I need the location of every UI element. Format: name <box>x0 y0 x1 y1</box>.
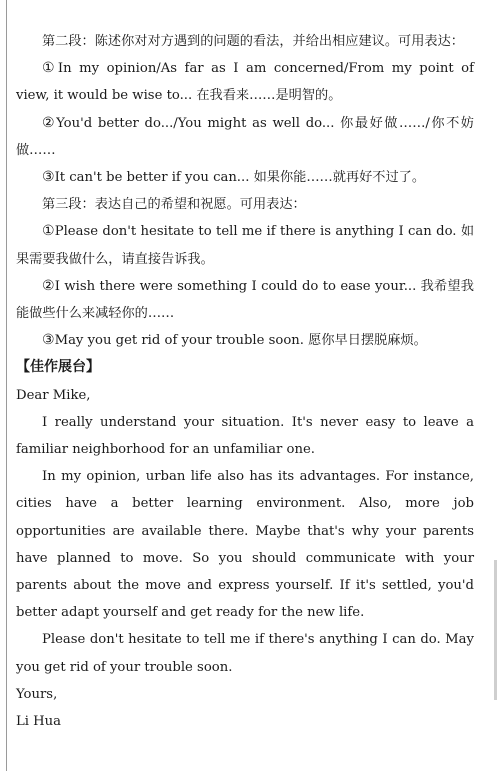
page-margin-rule <box>6 0 7 771</box>
para3-intro: 第三段：表达自己的希望和祝愿。可用表达： <box>42 197 306 213</box>
para3-item-3: ③May you get rid of your trouble soon. 愿你早日摆脱麻烦。 <box>42 332 427 349</box>
letter-signature: Li Hua <box>16 714 62 730</box>
letter-paragraph-1: I really understand your situation. It's never easy to leave a familiar neighborhood for an unfamiliar one. <box>16 414 474 458</box>
scrollbar-track[interactable] <box>494 560 497 700</box>
para3-item-1: ①Please don't hesitate to tell me if there is anything I can do. 如果需要我做什么，请直接告诉我。 <box>16 223 475 267</box>
document-page <box>16 28 474 735</box>
para2-item-1: ①In my opinion/As far as I am concerned/From my point of view, it would be wise to... 在我看来……是明智的。 <box>16 60 474 104</box>
letter-paragraph-2: In my opinion, urban life also has its advantages. For instance, cities have a better learning environment. Also, more job opportunities are available there. Maybe that's why your parents have planned to move. So you should communicate with your parents about the move and express yourself. If it's settled, you'd better adapt yourself and get ready for the new life. <box>16 469 474 621</box>
sample-heading: 【佳作展台】 <box>16 359 100 376</box>
letter-paragraph-3: Please don't hesitate to tell me if there's anything I can do. May you get rid of your trouble soon. <box>16 632 474 675</box>
letter-greeting: Dear Mike, <box>16 387 91 403</box>
para2-item-2: ②You'd better do.../You might as well do... 你最好做……/你不妨做…… <box>16 114 474 158</box>
letter-closing: Yours, <box>16 686 58 702</box>
para3-item-2: ②I wish there were something I could do to ease your... 我希望我能做些什么来减轻你的…… <box>16 277 474 322</box>
para2-item-3: ③It can't be better if you can... 如果你能……就再好不过了。 <box>42 169 426 186</box>
para2-intro: 第二段：陈述你对对方遇到的问题的看法，并给出相应建议。可用表达： <box>42 34 464 49</box>
